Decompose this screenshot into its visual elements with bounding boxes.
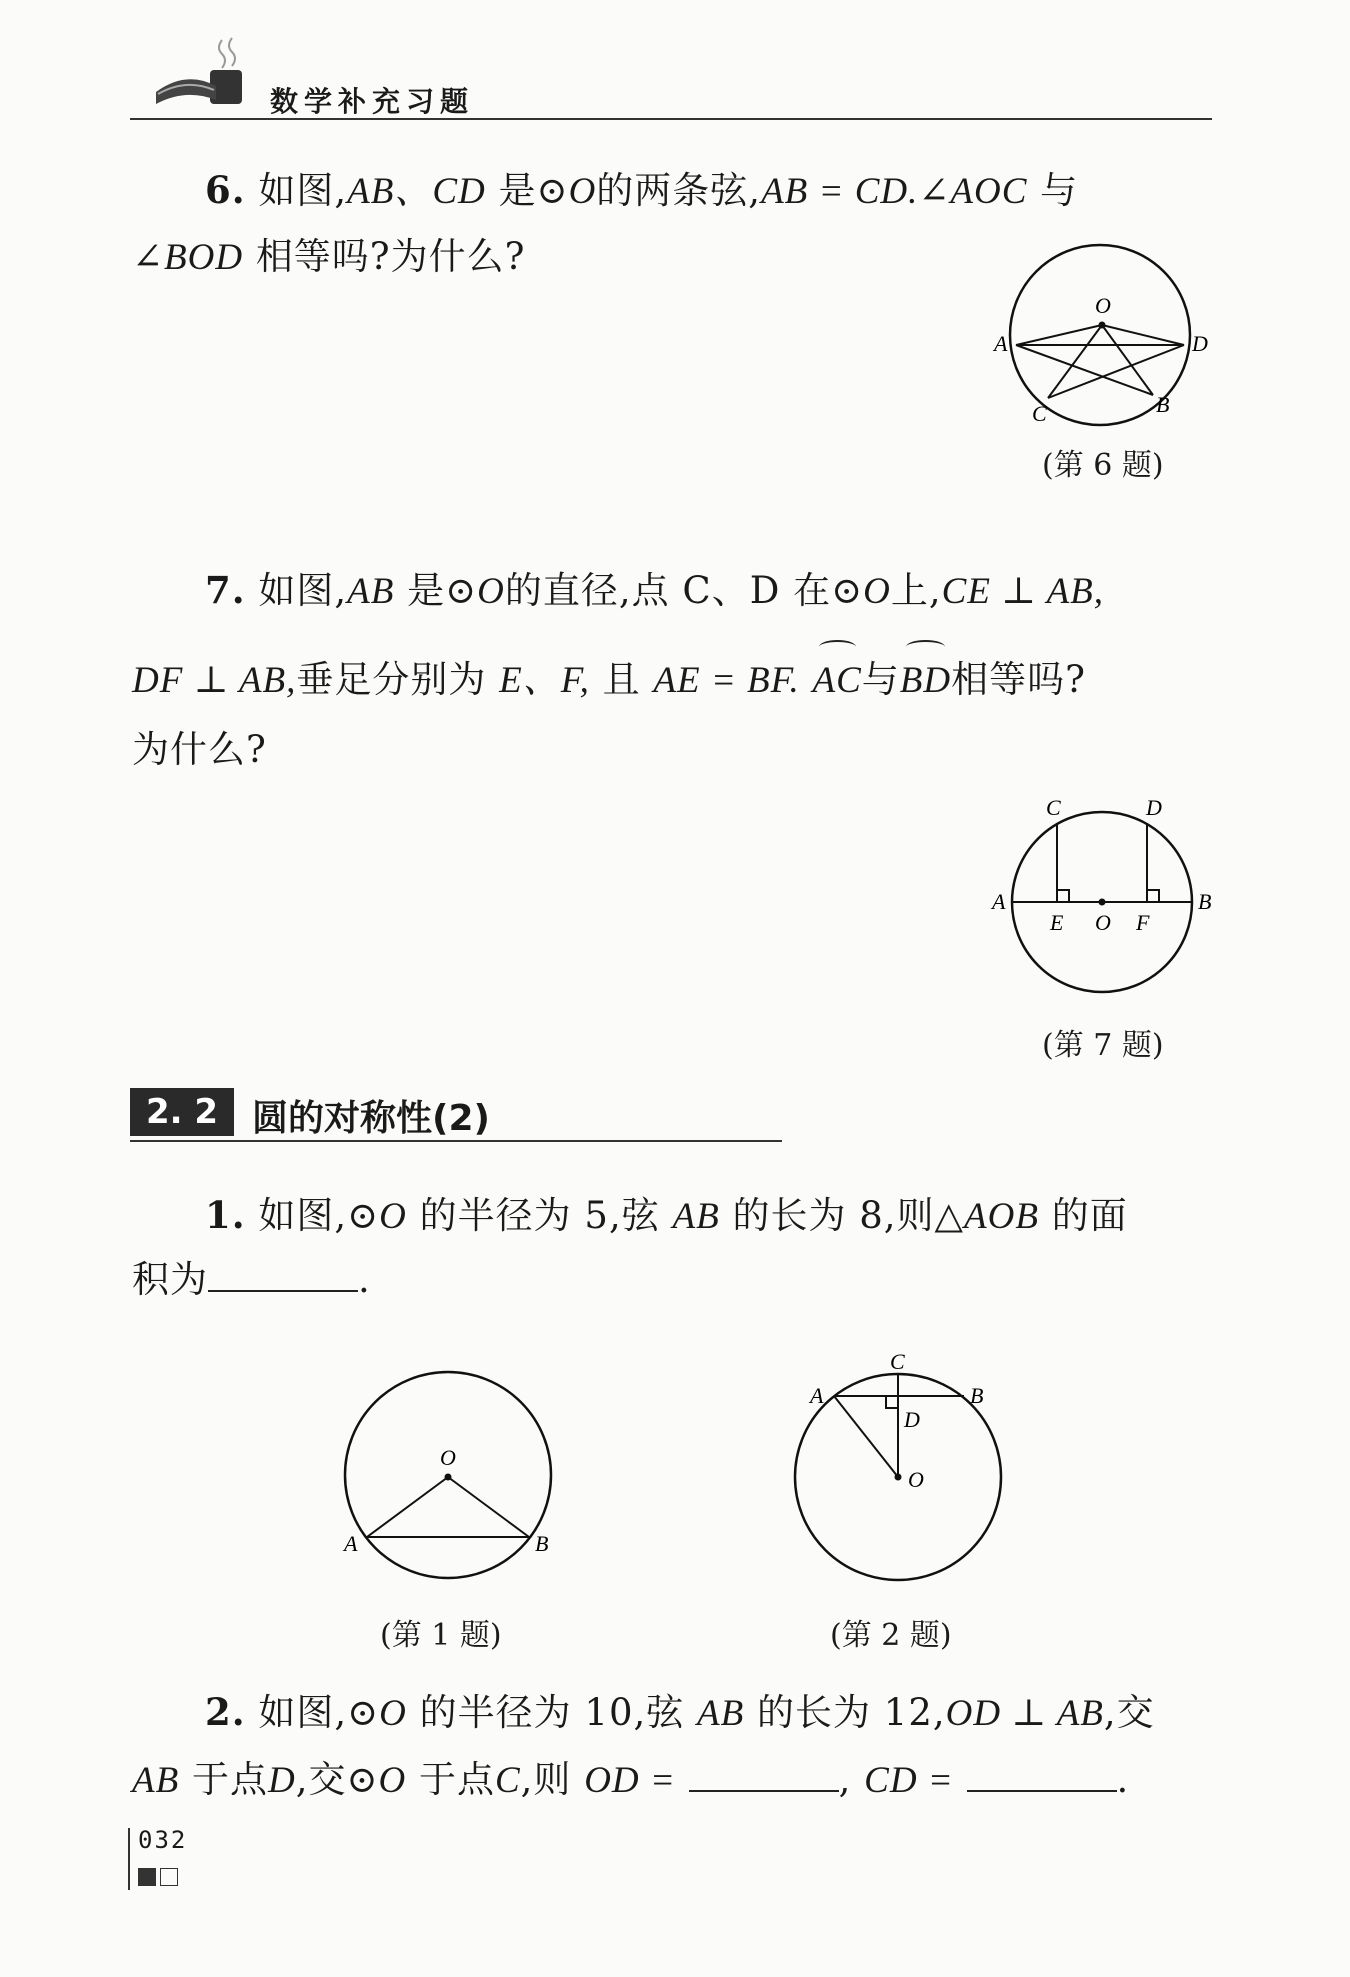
p2-text: O — [379, 1693, 407, 1734]
q7-caption: (第 7 题) — [1042, 1028, 1164, 1063]
p1-text: O — [379, 1196, 407, 1237]
p2-text: 如图,⊙ — [258, 1691, 380, 1734]
p2-caption: (第 2 题) — [830, 1618, 952, 1653]
page-number: 032 — [138, 1826, 188, 1854]
footer-square-empty — [160, 1868, 178, 1886]
p2-text: OD ⊥ AB — [945, 1693, 1104, 1734]
figure-p2 — [780, 1345, 1020, 1585]
p1-text: 的面 — [1051, 1194, 1128, 1237]
q7-text: 上, — [890, 569, 942, 612]
q7-line1 — [205, 555, 1104, 627]
p2-label-A: A — [810, 1383, 824, 1408]
q7-line2 — [132, 645, 1086, 716]
q7-label-E: E — [1050, 910, 1064, 935]
p2-text: 的半径为 10,弦 — [419, 1691, 685, 1734]
q6-line1 — [205, 155, 1078, 227]
p2-center-dot — [895, 1474, 902, 1481]
q6-caption: (第 6 题) — [1042, 448, 1164, 483]
q7-label-B: B — [1198, 889, 1212, 914]
p1-caption: (第 1 题) — [380, 1618, 502, 1653]
p2-text: , — [838, 1758, 852, 1801]
q7-text: AE = BF. — [653, 660, 800, 701]
p2-text: AB — [132, 1760, 180, 1801]
q7-text: 垂足分别为 — [296, 658, 500, 701]
p2-lines — [834, 1375, 964, 1477]
q6-text: 如图, — [258, 169, 348, 212]
p2-text: ,交 — [1103, 1691, 1155, 1734]
p2-text: D — [267, 1760, 296, 1801]
q7-label-A: A — [992, 889, 1006, 914]
p1-text: 的半径为 5,弦 — [419, 1194, 660, 1237]
p2-label-B: B — [970, 1383, 984, 1408]
p2-text: 于点 — [191, 1758, 268, 1801]
p2-label-C: C — [890, 1349, 905, 1374]
q7-text: 且 — [602, 658, 654, 701]
q6-number: 6. — [205, 168, 246, 212]
figure-q7 — [982, 795, 1222, 1005]
p1-text: AOB — [964, 1196, 1039, 1237]
q6-text: AB = CD.∠AOC — [761, 171, 1028, 212]
p2-line1 — [205, 1677, 1155, 1749]
q7-text: CE ⊥ AB, — [941, 571, 1105, 612]
q7-text: 是⊙ — [407, 569, 478, 612]
p2-label-D: D — [904, 1407, 920, 1432]
figure-p1 — [330, 1365, 570, 1585]
p2-text: AB — [697, 1693, 745, 1734]
p2-line2 — [132, 1745, 1129, 1816]
q7-text: AB — [347, 571, 395, 612]
p2-number: 2. — [205, 1690, 246, 1734]
p1-label-O: O — [440, 1445, 456, 1470]
p2-od-blank[interactable] — [689, 1758, 839, 1792]
q7-line3: 为什么? — [132, 728, 267, 771]
q7-text: DF ⊥ AB, — [132, 660, 297, 701]
q7-text: 与 — [861, 658, 900, 701]
q6-label-O: O — [1095, 293, 1111, 318]
q6-text: 是⊙ — [498, 169, 569, 212]
p1-text: 的长为 8,则△ — [732, 1194, 965, 1237]
q7-text: O — [863, 571, 891, 612]
p1-line1 — [205, 1180, 1128, 1252]
q7-text: O — [477, 571, 505, 612]
p1-number: 1. — [205, 1193, 246, 1237]
arc-BD: BD — [900, 646, 951, 716]
q7-text: E、F, — [499, 660, 590, 701]
header-icon — [152, 32, 242, 110]
p2-text: 的长为 12, — [757, 1691, 946, 1734]
q6-text: AB、CD — [347, 171, 486, 212]
footer-rule — [128, 1828, 130, 1890]
header-rule — [130, 118, 1212, 120]
q7-text: 相等吗? — [951, 658, 1086, 701]
q6-lines — [1016, 325, 1184, 398]
q6-label-A: A — [994, 331, 1008, 356]
q7-label-O: O — [1095, 910, 1111, 935]
q6-text: 相等吗?为什么? — [255, 235, 526, 278]
p1-lines — [367, 1477, 529, 1537]
p1-text: 如图,⊙ — [258, 1194, 380, 1237]
section-number: 2. 2 — [130, 1088, 234, 1136]
p2-text: ,交⊙ — [295, 1758, 379, 1801]
q6-text: O — [568, 171, 597, 212]
figure-q6 — [980, 235, 1220, 435]
q6-text: ∠BOD — [132, 237, 244, 278]
p2-text: . — [1116, 1758, 1130, 1801]
q7-label-C: C — [1046, 795, 1061, 820]
p1-label-B: B — [535, 1531, 549, 1556]
q7-lines — [1012, 823, 1192, 902]
section-title: 圆的对称性(2) — [252, 1098, 490, 1139]
p2-text: O — [378, 1760, 407, 1801]
q7-number: 7. — [205, 568, 246, 612]
q6-label-C: C — [1032, 401, 1047, 426]
p1-center-dot — [445, 1474, 452, 1481]
footer-square-filled — [138, 1868, 156, 1886]
q7-text: 的直径,点 C、D 在⊙ — [504, 569, 864, 612]
q6-label-B: B — [1156, 392, 1170, 417]
p1-label-A: A — [344, 1531, 358, 1556]
p1-text: 积为 — [132, 1258, 208, 1301]
p1-answer-blank[interactable] — [208, 1258, 358, 1292]
q7-text: 如图, — [258, 569, 348, 612]
p2-label-O: O — [908, 1467, 924, 1492]
p2-text: CD = — [864, 1760, 954, 1801]
p2-text: C — [494, 1760, 521, 1801]
q7-label-F: F — [1136, 910, 1150, 935]
p1-text: AB — [672, 1196, 720, 1237]
q6-label-D: D — [1192, 331, 1208, 356]
p1-line2 — [132, 1245, 371, 1315]
section-rule — [130, 1140, 782, 1142]
p2-cd-blank[interactable] — [967, 1758, 1117, 1792]
p2-text: ,则 — [520, 1758, 572, 1801]
q7-label-D: D — [1146, 795, 1162, 820]
q6-text: 的两条弦, — [596, 169, 762, 212]
p2-text: OD = — [584, 1760, 676, 1801]
q6-text: 与 — [1040, 169, 1079, 212]
arc-AC: AC — [813, 646, 862, 716]
q7-center-dot — [1099, 899, 1106, 906]
p1-text: . — [358, 1258, 371, 1301]
header-title: 数学补充习题 — [270, 85, 475, 118]
q6-center-dot — [1099, 322, 1106, 329]
p2-text: 于点 — [418, 1758, 495, 1801]
q6-line2 — [132, 222, 526, 293]
